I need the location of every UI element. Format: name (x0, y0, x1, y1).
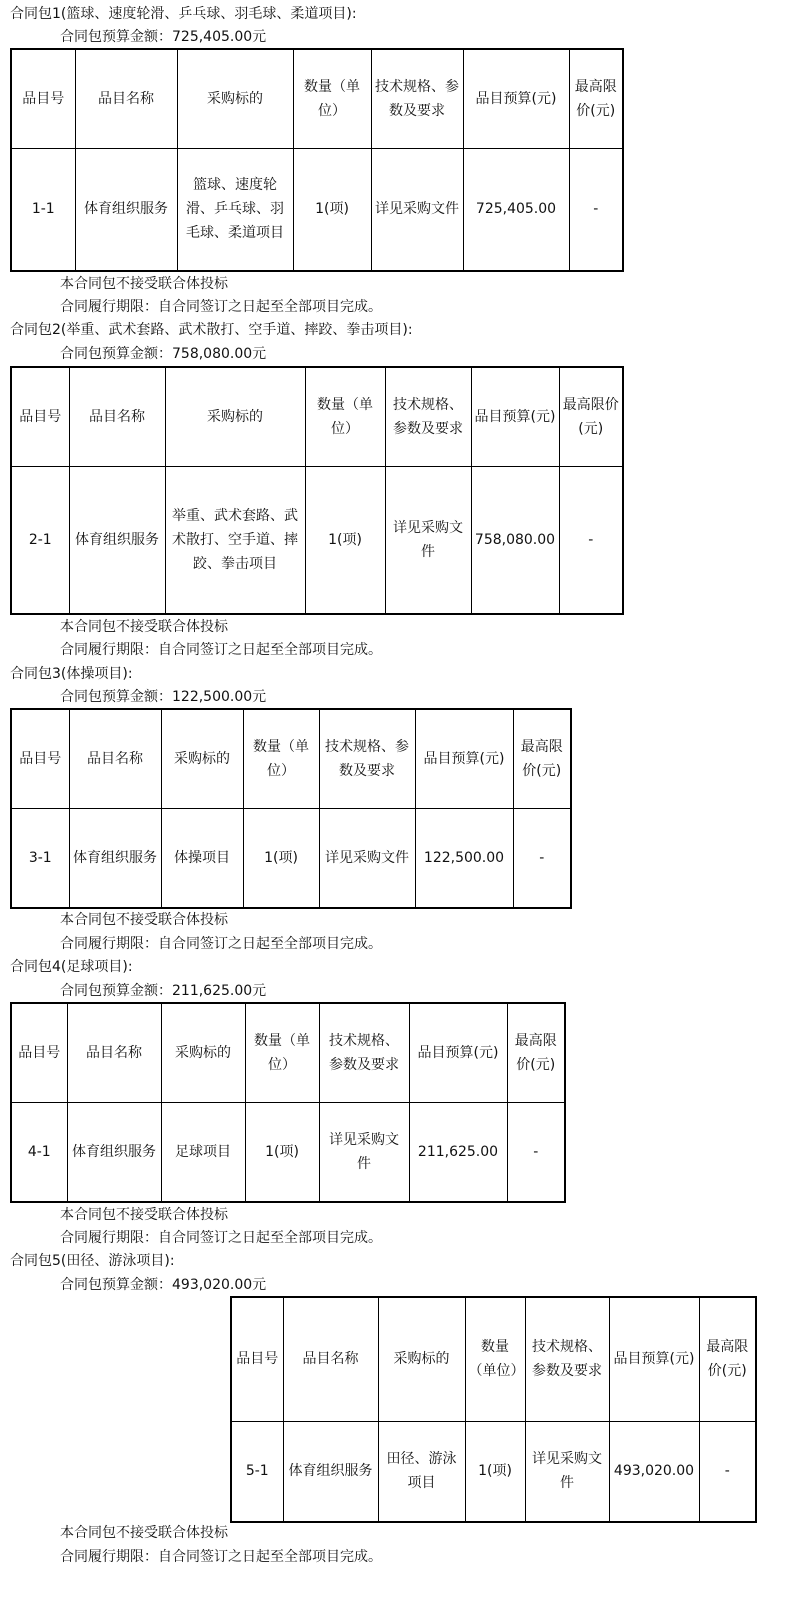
header-budget: 品目预算(元) (471, 367, 559, 466)
package-5-title: 合同包5(田径、游泳项目): (10, 1253, 175, 1269)
package-4-title: 合同包4(足球项目): (10, 959, 133, 975)
package-1-note-term: 合同履行期限：自合同签订之日起至全部项目完成。 (60, 299, 382, 315)
package-3-note-consortium: 本合同包不接受联合体投标 (60, 912, 228, 928)
header-spec: 技术规格、参数及要求 (525, 1297, 609, 1421)
header-quantity: 数量（单位） (465, 1297, 525, 1421)
package-1-note-consortium: 本合同包不接受联合体投标 (60, 276, 228, 292)
cell-max-price: - (507, 1102, 565, 1202)
header-quantity: 数量（单位） (305, 367, 385, 466)
package-5-note-term: 合同履行期限：自合同签订之日起至全部项目完成。 (60, 1549, 382, 1565)
header-item-name: 品目名称 (67, 1003, 161, 1102)
cell-budget: 725,405.00 (463, 148, 569, 271)
table-row (11, 466, 623, 614)
cell-item-name: 体育组织服务 (69, 466, 165, 614)
header-max-price: 最高限价(元) (559, 367, 623, 466)
header-max-price: 最高限价(元) (699, 1297, 756, 1421)
cell-item-no: 1-1 (11, 148, 75, 271)
header-item-name: 品目名称 (283, 1297, 378, 1421)
header-budget: 品目预算(元) (463, 49, 569, 148)
table-row (11, 148, 623, 271)
header-quantity: 数量（单位） (243, 709, 319, 808)
package-3-title: 合同包3(体操项目): (10, 666, 133, 682)
cell-budget: 122,500.00 (415, 808, 513, 908)
cell-item-no: 2-1 (11, 466, 69, 614)
cell-quantity: 1(项) (293, 148, 371, 271)
package-3-table (10, 708, 572, 909)
header-item-no: 品目号 (11, 49, 75, 148)
cell-target: 举重、武术套路、武术散打、空手道、摔跤、拳击项目 (165, 466, 305, 614)
header-budget: 品目预算(元) (415, 709, 513, 808)
header-item-name: 品目名称 (75, 49, 177, 148)
table-header-row (11, 367, 623, 466)
cell-spec: 详见采购文件 (319, 1102, 409, 1202)
cell-item-name: 体育组织服务 (67, 1102, 161, 1202)
header-max-price: 最高限价(元) (507, 1003, 565, 1102)
package-5-budget: 合同包预算金额：493,020.00元 (60, 1277, 267, 1293)
package-2-note-consortium: 本合同包不接受联合体投标 (60, 619, 228, 635)
header-spec: 技术规格、参数及要求 (385, 367, 471, 466)
package-4-budget: 合同包预算金额：211,625.00元 (60, 983, 267, 999)
table-row (231, 1421, 756, 1522)
package-1-budget: 合同包预算金额：725,405.00元 (60, 29, 267, 45)
header-target: 采购标的 (161, 709, 243, 808)
cell-quantity: 1(项) (305, 466, 385, 614)
package-2-note-term: 合同履行期限：自合同签订之日起至全部项目完成。 (60, 642, 382, 658)
package-5-note-consortium: 本合同包不接受联合体投标 (60, 1525, 228, 1541)
package-1-title: 合同包1(篮球、速度轮滑、乒乓球、羽毛球、柔道项目): (10, 6, 357, 22)
cell-item-no: 5-1 (231, 1421, 283, 1522)
header-target: 采购标的 (165, 367, 305, 466)
cell-budget: 211,625.00 (409, 1102, 507, 1202)
cell-item-name: 体育组织服务 (283, 1421, 378, 1522)
cell-max-price: - (513, 808, 571, 908)
package-4-table (10, 1002, 566, 1203)
package-3-note-term: 合同履行期限：自合同签订之日起至全部项目完成。 (60, 936, 382, 952)
header-quantity: 数量（单位） (293, 49, 371, 148)
cell-target: 田径、游泳项目 (378, 1421, 465, 1522)
cell-max-price: - (559, 466, 623, 614)
header-quantity: 数量（单位） (245, 1003, 319, 1102)
header-max-price: 最高限价(元) (513, 709, 571, 808)
header-budget: 品目预算(元) (609, 1297, 699, 1421)
table-row (11, 808, 571, 908)
table-header-row (11, 49, 623, 148)
table-row (11, 1102, 565, 1202)
cell-budget: 758,080.00 (471, 466, 559, 614)
cell-quantity: 1(项) (465, 1421, 525, 1522)
header-item-no: 品目号 (11, 1003, 67, 1102)
header-target: 采购标的 (161, 1003, 245, 1102)
package-2-title: 合同包2(举重、武术套路、武术散打、空手道、摔跤、拳击项目): (10, 322, 413, 338)
package-4-note-consortium: 本合同包不接受联合体投标 (60, 1207, 228, 1223)
header-item-no: 品目号 (11, 709, 69, 808)
header-spec: 技术规格、参数及要求 (319, 1003, 409, 1102)
table-header-row (231, 1297, 756, 1421)
header-item-no: 品目号 (11, 367, 69, 466)
cell-budget: 493,020.00 (609, 1421, 699, 1522)
cell-item-name: 体育组织服务 (75, 148, 177, 271)
cell-max-price: - (569, 148, 623, 271)
package-4-note-term: 合同履行期限：自合同签订之日起至全部项目完成。 (60, 1230, 382, 1246)
package-1-table (10, 48, 624, 272)
header-item-no: 品目号 (231, 1297, 283, 1421)
header-spec: 技术规格、参数及要求 (371, 49, 463, 148)
cell-spec: 详见采购文件 (385, 466, 471, 614)
cell-item-name: 体育组织服务 (69, 808, 161, 908)
package-2-budget: 合同包预算金额：758,080.00元 (60, 346, 267, 362)
cell-quantity: 1(项) (243, 808, 319, 908)
cell-item-no: 4-1 (11, 1102, 67, 1202)
header-budget: 品目预算(元) (409, 1003, 507, 1102)
header-max-price: 最高限价(元) (569, 49, 623, 148)
header-item-name: 品目名称 (69, 367, 165, 466)
header-target: 采购标的 (177, 49, 293, 148)
cell-spec: 详见采购文件 (319, 808, 415, 908)
package-3-budget: 合同包预算金额：122,500.00元 (60, 689, 267, 705)
cell-target: 体操项目 (161, 808, 243, 908)
header-spec: 技术规格、参数及要求 (319, 709, 415, 808)
table-header-row (11, 1003, 565, 1102)
cell-spec: 详见采购文件 (371, 148, 463, 271)
cell-target: 足球项目 (161, 1102, 245, 1202)
package-5-table (230, 1296, 757, 1523)
cell-spec: 详见采购文件 (525, 1421, 609, 1522)
cell-max-price: - (699, 1421, 756, 1522)
cell-item-no: 3-1 (11, 808, 69, 908)
cell-quantity: 1(项) (245, 1102, 319, 1202)
header-target: 采购标的 (378, 1297, 465, 1421)
package-2-table (10, 366, 624, 615)
header-item-name: 品目名称 (69, 709, 161, 808)
table-header-row (11, 709, 571, 808)
cell-target: 篮球、速度轮滑、乒乓球、羽毛球、柔道项目 (177, 148, 293, 271)
